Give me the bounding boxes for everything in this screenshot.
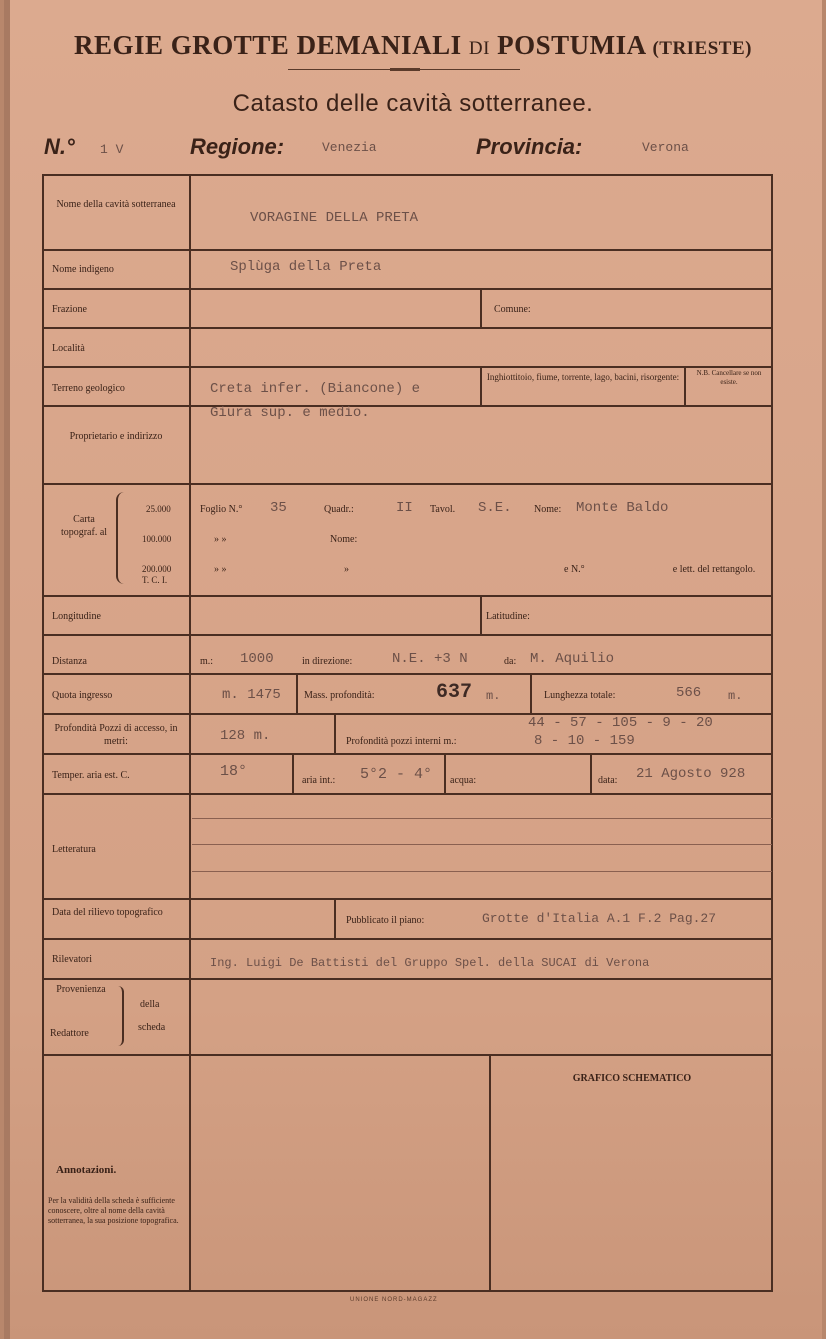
label-nb: N.B. Cancellare se non esiste. <box>696 369 762 386</box>
label-lunghezza: Lunghezza totale: <box>544 690 616 701</box>
pubblicato-divider <box>334 898 336 938</box>
row-divider <box>42 327 773 329</box>
document-title <box>0 30 826 61</box>
label-nome-carta: Nome: <box>534 504 562 515</box>
label-distanza: Distanza <box>52 656 87 667</box>
label-en: e N.° <box>564 564 585 575</box>
row-divider <box>42 288 773 290</box>
label-tavol: Tavol. <box>430 504 456 515</box>
value-mass-prof: 637 <box>436 681 473 704</box>
label-frazione: Frazione <box>52 304 87 315</box>
value-nome-cavita: VORAGINE DELLA PRETA <box>250 210 419 226</box>
row-divider <box>42 753 773 755</box>
letteratura-line <box>192 818 772 819</box>
label-data-rilievo: Data del rilievo topografico <box>52 907 163 918</box>
label-da: da: <box>504 656 517 667</box>
latitudine-divider <box>480 595 482 634</box>
value-pubblicato: Grotte d'Italia A.1 F.2 Pag.27 <box>482 911 717 926</box>
value-pozzi-interni-2: 8 - 10 - 159 <box>534 733 635 749</box>
value-aria-int: 5°2 - 4° <box>360 766 433 783</box>
value-quadr: II <box>396 500 413 516</box>
row-divider <box>42 898 773 900</box>
row-divider <box>42 405 773 407</box>
label-inghiottitoio: Inghiottitoio, fiume, torrente, lago, bacini, risorgente: <box>486 372 680 382</box>
title-rule-mark <box>390 68 420 71</box>
row-divider <box>42 483 773 485</box>
paper-edge <box>4 0 10 1339</box>
row-divider <box>42 634 773 636</box>
value-rilevatori: Ing. Luigi De Battisti del Gruppo Spel. della SUCAI di Verona <box>210 956 650 970</box>
row-divider <box>42 366 773 368</box>
scale-25000: 25.000 <box>146 504 171 514</box>
nb-divider <box>684 366 686 405</box>
data-divider <box>590 753 592 793</box>
label-aria-int: aria int.: <box>302 775 336 786</box>
ditto-marks-2: » » <box>214 534 227 545</box>
label-prof-pozzi: Profondità Pozzi di accesso, in metri: <box>54 723 178 747</box>
label-proprietario: Proprietario e indirizzo <box>69 431 163 442</box>
value-da: M. Aquilio <box>530 651 615 667</box>
label-pubblicato: Pubblicato il piano: <box>346 915 425 926</box>
text-annotazioni: Per la validità della scheda è sufficiente conoscere, oltre al nome della cavità sotterranea, la sua posizione topografica. <box>48 1196 179 1225</box>
value-lunghezza-unit: m. <box>728 689 743 703</box>
label-nome-indigeno: Nome indigeno <box>52 264 114 275</box>
provincia-label: Provincia: <box>476 134 583 159</box>
label-in-direzione: in direzione: <box>302 656 353 667</box>
value-quota: m. 1475 <box>222 687 281 703</box>
label-redattore: Redattore <box>50 1028 89 1039</box>
scale-tci: T. C. I. <box>142 575 168 585</box>
label-scheda: scheda <box>138 1022 166 1033</box>
scale-brace <box>116 492 126 584</box>
value-tavol: S.E. <box>478 500 512 516</box>
value-terreno-1: Creta infer. (Biancone) e <box>210 381 421 397</box>
label-nome-cavita: Nome della cavità sotterranea <box>56 199 176 210</box>
label-annotazioni: Annotazioni. <box>56 1164 117 1176</box>
value-pozzi-accesso: 128 m. <box>220 728 271 744</box>
label-longitudine: Longitudine <box>52 611 101 622</box>
document-subtitle: Catasto delle cavità sotterranee. <box>232 90 594 117</box>
label-dist-m: m.: <box>200 656 214 667</box>
provincia-value: Verona <box>642 140 689 155</box>
label-latitudine: Latitudine: <box>486 611 530 622</box>
label-letteratura: Letteratura <box>52 844 96 855</box>
numero-label: N.° <box>44 134 75 159</box>
label-nome-100000: Nome: <box>330 534 358 545</box>
row-divider <box>42 595 773 597</box>
row-divider <box>42 938 773 940</box>
label-comune: Comune: <box>494 304 531 315</box>
title-main: REGIE GROTTE DEMANIALI <box>74 30 462 60</box>
scale-100000: 100.000 <box>142 534 172 544</box>
value-mass-unit: m. <box>486 689 501 703</box>
value-terreno-2: Giura sup. e medio. <box>210 405 370 421</box>
regione-label: Regione: <box>190 134 285 159</box>
label-foglio: Foglio N.° <box>200 504 243 515</box>
label-della: della <box>140 999 160 1010</box>
pozzi-divider <box>334 713 336 753</box>
ditto-marks-3: » » <box>214 564 227 575</box>
label-lett: e lett. del rettangolo. <box>672 564 756 575</box>
comune-divider <box>480 288 482 327</box>
label-localita: Località <box>52 343 85 354</box>
row-divider <box>42 793 773 795</box>
label-mass-prof: Mass. profondità: <box>304 690 375 701</box>
printer-footer: UNIONE NORD-MAGAZZ <box>350 1297 438 1303</box>
regione-value: Venezia <box>322 140 377 155</box>
row-divider <box>42 978 773 980</box>
label-prof-interni: Profondità pozzi interni m.: <box>346 736 457 747</box>
label-acqua: acqua: <box>450 775 477 786</box>
label-quadr: Quadr.: <box>324 504 354 515</box>
label-quota: Quota ingresso <box>52 690 113 701</box>
label-rilevatori: Rilevatori <box>52 954 92 965</box>
label-grafico: GRAFICO SCHEMATICO <box>572 1073 692 1084</box>
label-terreno: Terreno geologico <box>52 383 125 394</box>
ditto-mark-4: » <box>344 564 349 575</box>
inghiottitoio-divider <box>480 366 482 405</box>
value-lunghezza: 566 <box>676 685 702 701</box>
value-foglio: 35 <box>270 500 287 516</box>
value-direzione: N.E. +3 N <box>392 651 468 667</box>
title-paren: (TRIESTE) <box>652 38 752 59</box>
value-dist-m: 1000 <box>240 651 274 667</box>
quota-divider <box>296 673 298 713</box>
scale-200000: 200.000 <box>142 564 172 574</box>
value-nome-carta: Monte Baldo <box>576 500 669 516</box>
title-place: POSTUMIA <box>497 30 646 60</box>
label-temper: Temper. aria est. C. <box>52 770 130 781</box>
aria-divider <box>292 753 294 793</box>
letteratura-line <box>192 844 772 845</box>
letteratura-line <box>192 871 772 872</box>
grafico-divider <box>489 1054 491 1292</box>
value-data: 21 Agosto 928 <box>636 766 746 782</box>
row-divider <box>42 249 773 251</box>
row-divider <box>42 1054 773 1056</box>
provenienza-brace <box>116 986 124 1046</box>
title-di: DI <box>468 38 490 59</box>
label-data: data: <box>598 775 618 786</box>
value-nome-indigeno: Splùga della Preta <box>230 259 382 275</box>
row-divider <box>42 673 773 675</box>
label-column-divider <box>189 174 191 1292</box>
lunghezza-divider <box>530 673 532 713</box>
acqua-divider <box>444 753 446 793</box>
label-carta: Carta topograf. al <box>60 514 108 538</box>
value-temp-est: 18° <box>220 763 248 780</box>
value-pozzi-interni-1: 44 - 57 - 105 - 9 - 20 <box>528 715 713 731</box>
numero-value: 1 V <box>100 142 124 157</box>
label-provenienza: Provenienza <box>56 984 106 995</box>
